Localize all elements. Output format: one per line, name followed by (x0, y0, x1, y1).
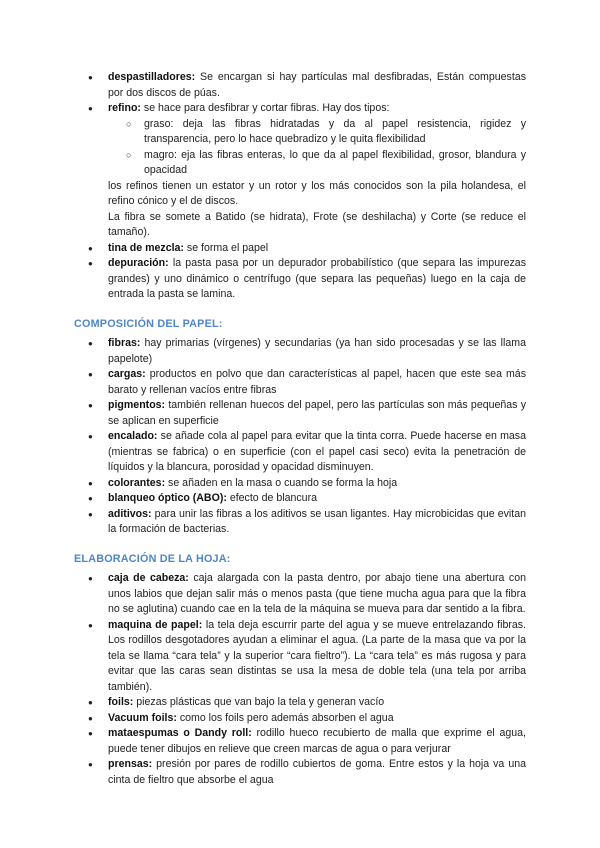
item-text: productos en polvo que dan características al papel, hacen que este sea más barato y rellenan vacíos entre fibras (108, 368, 526, 396)
item-text: la tela deja escurrir parte del agua y se mueve entrelazando fibras. Los rodillos desgotadores ayudan a eliminar el agua. (La parte de la masa que va por la tela se llama “cara tela” y la superior “cara fieltro”). La “cara tela” es más rugosa y para evitar que las caras sean distintas se usa la mesa de doble tela (una tela por arriba también). (108, 618, 526, 693)
item-term: pigmentos: (108, 399, 166, 411)
item-text: Se encargan si hay partículas mal desfibradas, Están compuestas por dos discos de púas. (108, 71, 526, 99)
list-item (108, 476, 526, 492)
item-text: para unir las fibras a los aditivos se usan ligantes. Hay microbicidas que evitan la formación de bacterias. (108, 507, 526, 535)
section2-list (0, 336, 600, 538)
list-item (108, 571, 526, 618)
list-item (108, 241, 526, 257)
sub-list-item: ○ graso: deja las fibras hidratadas y da al papel resistencia, rigidez y transparencia, pero lo hace quebradizo y le quita flexibilidad (144, 117, 526, 148)
sub-list-item: ○ magro: eja las fibras enteras, lo que da al papel flexibilidad, grosor, blandura y opacidad (144, 148, 526, 179)
item-term: Vacuum foils: (108, 711, 177, 724)
item-text: se forma el papel (183, 241, 269, 254)
refino-types-list (0, 117, 600, 179)
item-term: cargas: (108, 368, 146, 380)
refino-note: La fibra se somete a Batido (se hidrata), Frote (se deshilacha) y Corte (se reduce el tamaño). (108, 210, 526, 238)
section-heading-composicion: COMPOSICIÓN DEL PAPEL: (74, 317, 223, 330)
list-item (108, 336, 526, 367)
item-term: refino: (108, 102, 141, 114)
item-text: se añaden en la masa o cuando se forma la hoja (165, 476, 398, 489)
list-item (108, 70, 526, 101)
item-text: hay primarias (vírgenes) y secundarias (ya han sido procesadas y se las llama papelote) (108, 337, 526, 365)
item-text: efecto de blancura (226, 492, 317, 504)
item-text: la pasta pasa por un depurador probabilístico (que separa las impurezas grandes) y uno dinámico o centrífugo (que separa las pequeñas) luego en la caja de entrada la pasta se lamina. (108, 257, 526, 300)
document-content (0, 70, 600, 788)
list-item (108, 695, 526, 711)
item-text: como los foils pero además absorben el agua (176, 711, 394, 724)
item-term: fibras: (108, 337, 141, 349)
list-item (108, 711, 526, 727)
list-item (108, 757, 526, 788)
section1-list (0, 70, 600, 117)
item-term: caja de cabeza: (108, 572, 189, 584)
item-term: mataespumas o Dandy roll: (108, 727, 252, 739)
item-text: presión por pares de rodillo cubiertos de goma. Entre estos y la hoja va una cinta de fieltro que absorbe el agua (108, 758, 526, 786)
list-item (108, 367, 526, 398)
list-item (108, 429, 526, 476)
item-term: prensas: (108, 758, 153, 770)
item-term: foils: (108, 696, 134, 708)
item-text: piezas plásticas que van bajo la tela y generan vacío (133, 696, 385, 708)
list-item (108, 491, 526, 507)
item-term: aditivos: (108, 507, 152, 520)
item-text: también rellenan huecos del papel, pero las partículas son más pequeñas y se aplican en superficie (108, 399, 526, 427)
item-term: depuración: (108, 257, 169, 269)
item-term: blanqueo óptico (ABO): (108, 492, 227, 504)
refino-note: los refinos tienen un estator y un rotor y los más conocidos son la pila holandesa, el refino cónico y el de discos. (108, 179, 526, 207)
section1-list-b (0, 241, 600, 303)
item-text: caja alargada con la pasta dentro, por abajo tiene una abertura con unos labios que dejan salir más o menos pasta (que tiene mucha agua para que la fibra no se aglutina) cuando cae en la tela de la máquina se mueva para dar sentido a la fibra. (108, 572, 527, 615)
item-text: se hace para desfibrar y cortar fibras. Hay dos tipos: (140, 102, 390, 114)
item-term: despastilladores: (108, 71, 196, 83)
list-item (108, 618, 526, 696)
item-term: tina de mezcla: (108, 241, 184, 254)
section-heading-elaboracion: ELABORACIÓN DE LA HOJA: (74, 552, 231, 565)
list-item (108, 101, 526, 117)
list-item (108, 256, 526, 303)
list-item (108, 398, 526, 429)
item-text: rodillo hueco recubierto de malla que exprime el agua, puede tener dibujos en relieve que creen marcas de agua o para verjurar (108, 727, 526, 755)
list-item (108, 507, 526, 538)
item-term: maquina de papel: (108, 618, 203, 631)
item-term: encalado: (108, 430, 158, 442)
item-term: colorantes: (108, 476, 166, 489)
item-text: se añade cola al papel para evitar que la tinta corra. Puede hacerse en masa (mientras se fabrica) o en superficie (con el papel casi seco) evita la penetración de líquidos y la blancura, porosidad y opacidad disminuyen. (108, 430, 526, 473)
section3-list (0, 571, 600, 788)
list-item (108, 726, 526, 757)
